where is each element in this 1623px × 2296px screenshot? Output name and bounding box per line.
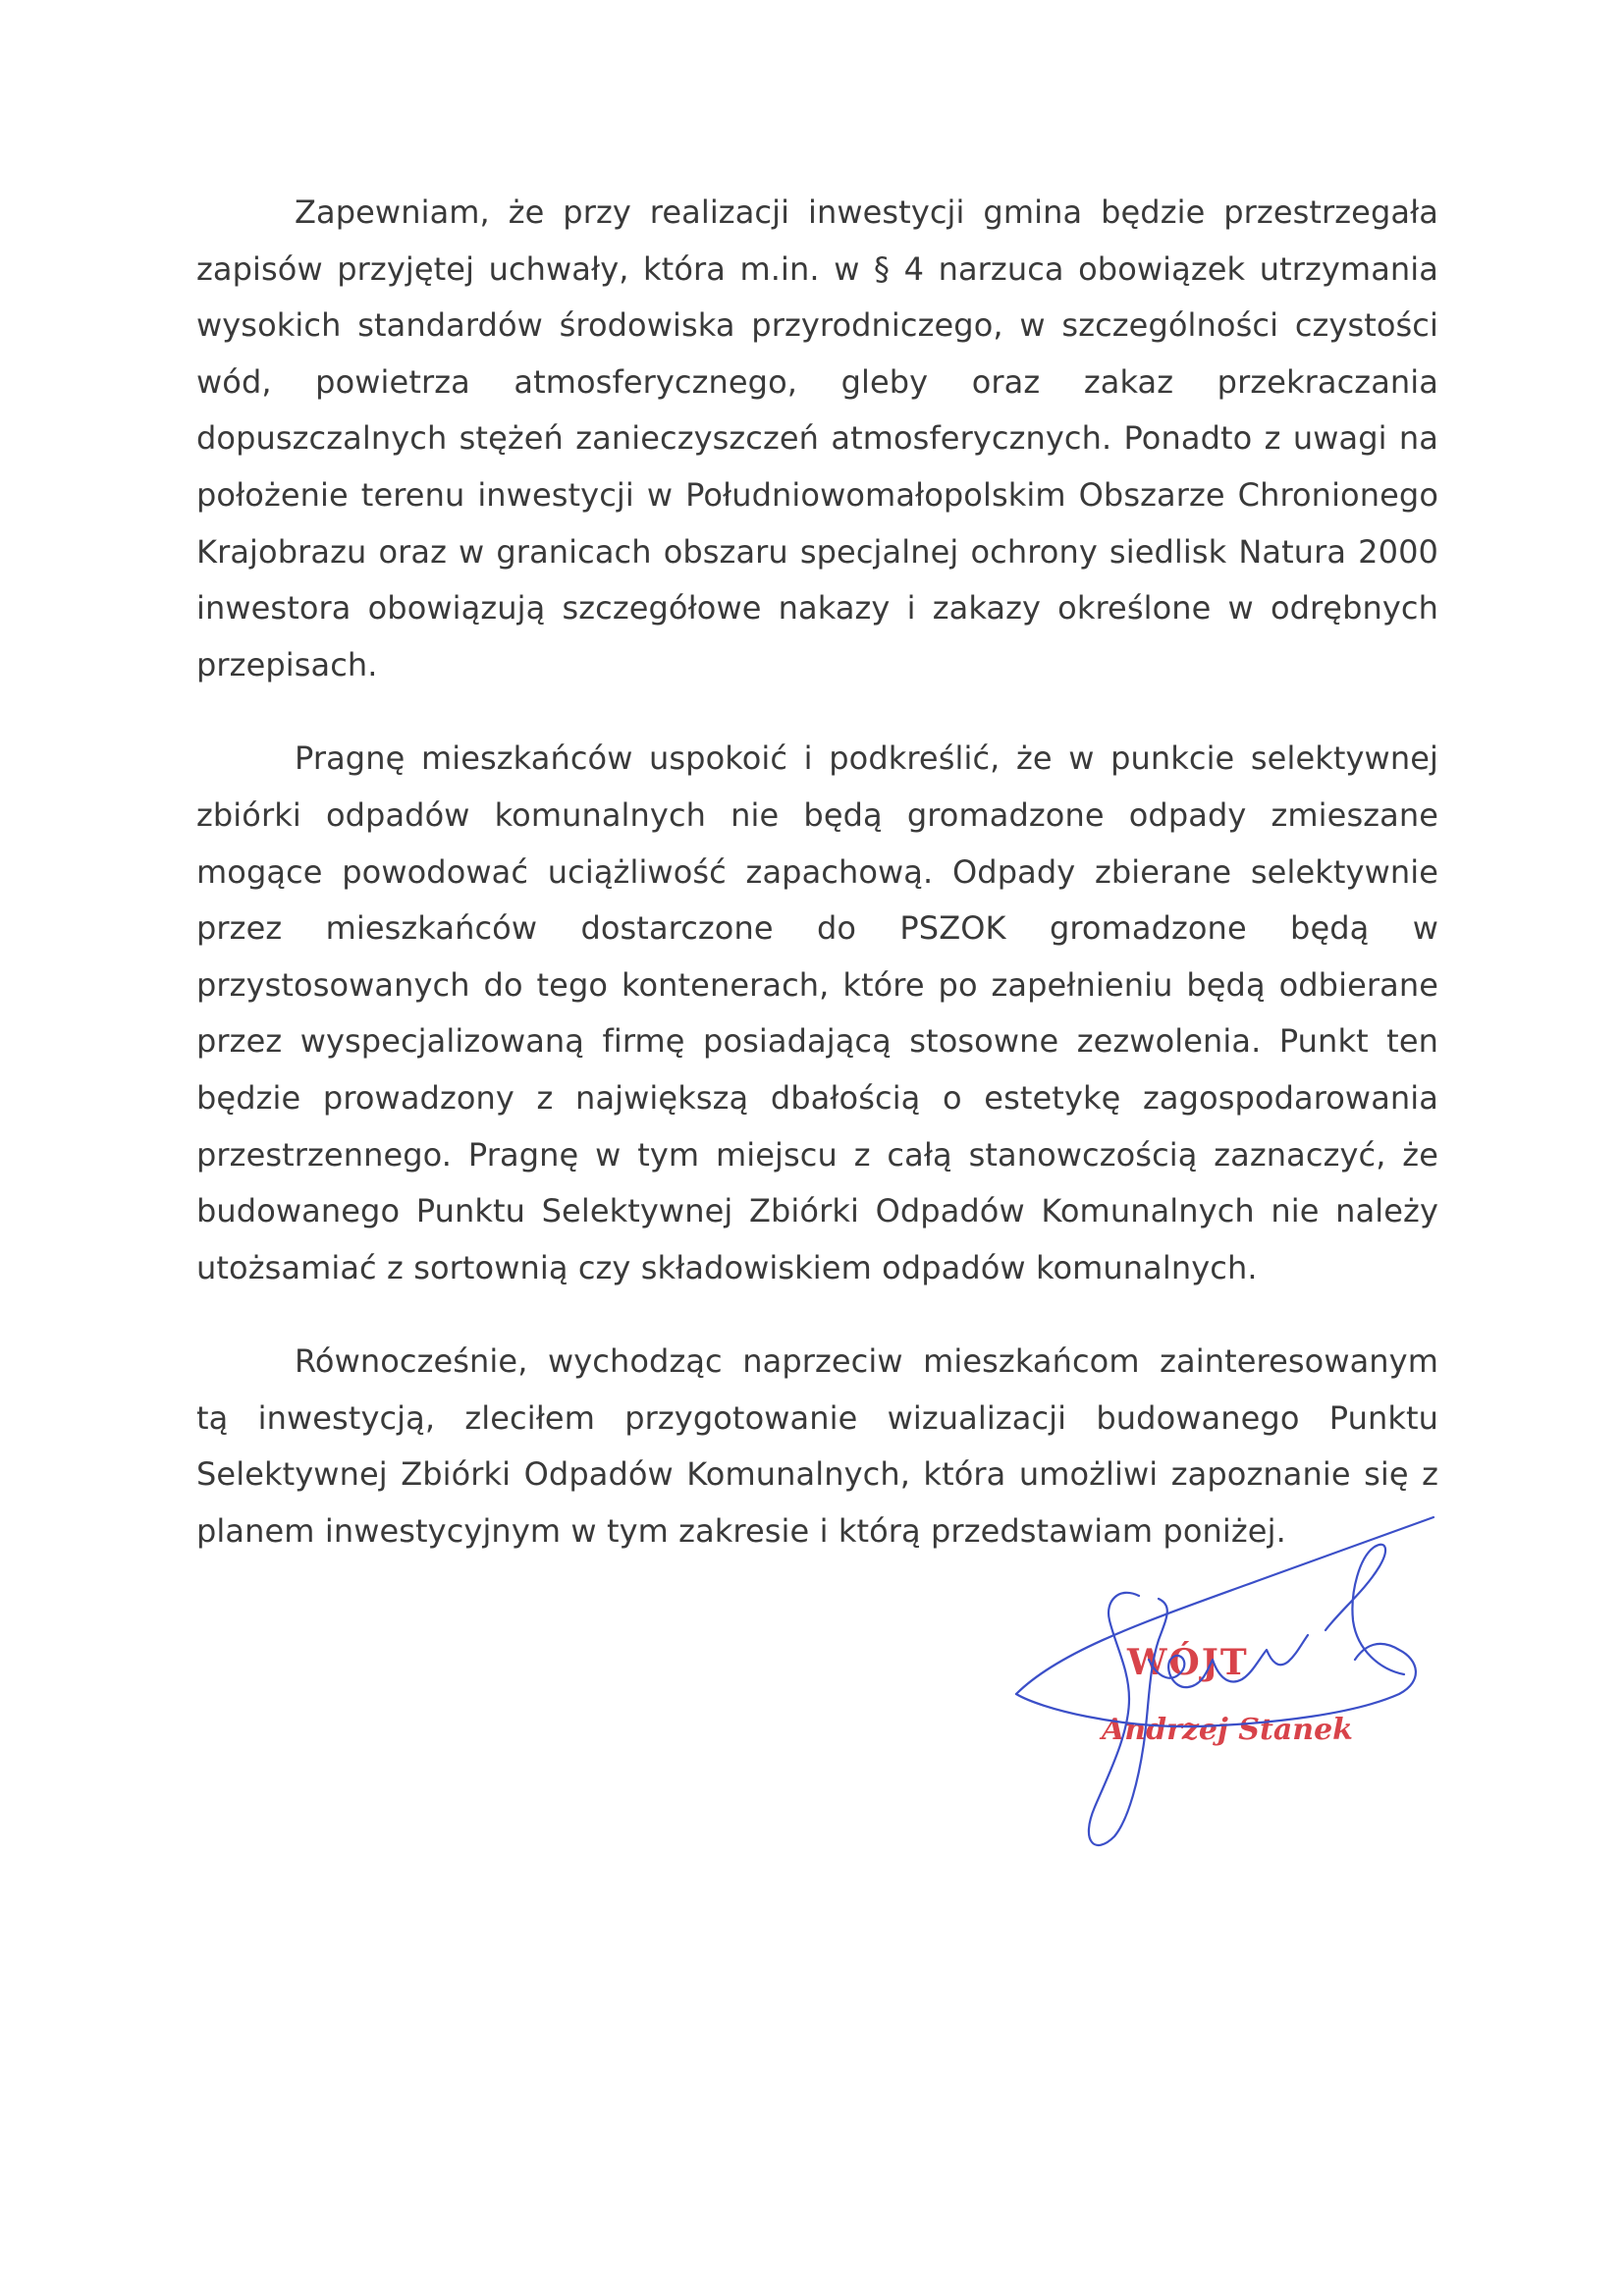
paragraph-3: Równocześnie, wychodząc naprzeciw mieszkańcom zainteresowanym tą inwestycją, zleciłem przygotowanie wizualizacji budowanego Punktu Selektywnej Zbiórki Odpadów Komunalnych, która umożliwi zapoznanie się z planem inwestycyjnym w tym zakresie i którą przedstawiam poniżej.	[196, 1342, 1438, 1551]
paragraph-1: Zapewniam, że przy realizacji inwestycji gmina będzie przestrzegała zapisów przyjętej uchwały, która m.in. w § 4 narzuca obowiązek utrzymania wysokich standardów środowiska przyrodniczego, w szczególności czystości wód, powietrza atmosferycznego, gleby oraz zakaz przekraczania dopuszczalnych stężeń zanieczyszczeń atmosferycznych. Ponadto z uwagi na położenie terenu inwestycji w Południowomałopolskim Obszarze Chronionego Krajobrazu oraz w granicach obszaru specjalnej ochrony siedlisk Natura 2000 inwestora obowiązują szczegółowe nakazy i zakazy określone w odrębnych przepisach.	[196, 193, 1438, 683]
stamp-name: Andrzej Stanek	[1102, 1713, 1353, 1747]
letter-body	[196, 185, 1438, 1598]
stamp-title: WÓJT	[1127, 1642, 1249, 1683]
handwritten-signature	[1001, 1512, 1443, 1886]
paragraph-2: Pragnę mieszkańców uspokoić i podkreślić, że w punkcie selektywnej zbiórki odpadów komunalnych nie będą gromadzone odpady zmieszane mogące powodować uciążliwość zapachową. Odpady zbierane selektywnie przez mieszkańców dostarczone do PSZOK gromadzone będą w przystosowanych do tego kontenerach, które po zapełnieniu będą odbierane przez wyspecjalizowaną firmę posiadającą stosowne zezwolenia. Punkt ten będzie prowadzony z największą dbałością o estetykę zagospodarowania przestrzennego. Pragnę w tym miejscu z całą stanowczością zaznaczyć, że budowanego Punktu Selektywnej Zbiórki Odpadów Komunalnych nie należy utożsamiać z sortownią czy składowiskiem odpadów komunalnych.	[196, 739, 1438, 1286]
